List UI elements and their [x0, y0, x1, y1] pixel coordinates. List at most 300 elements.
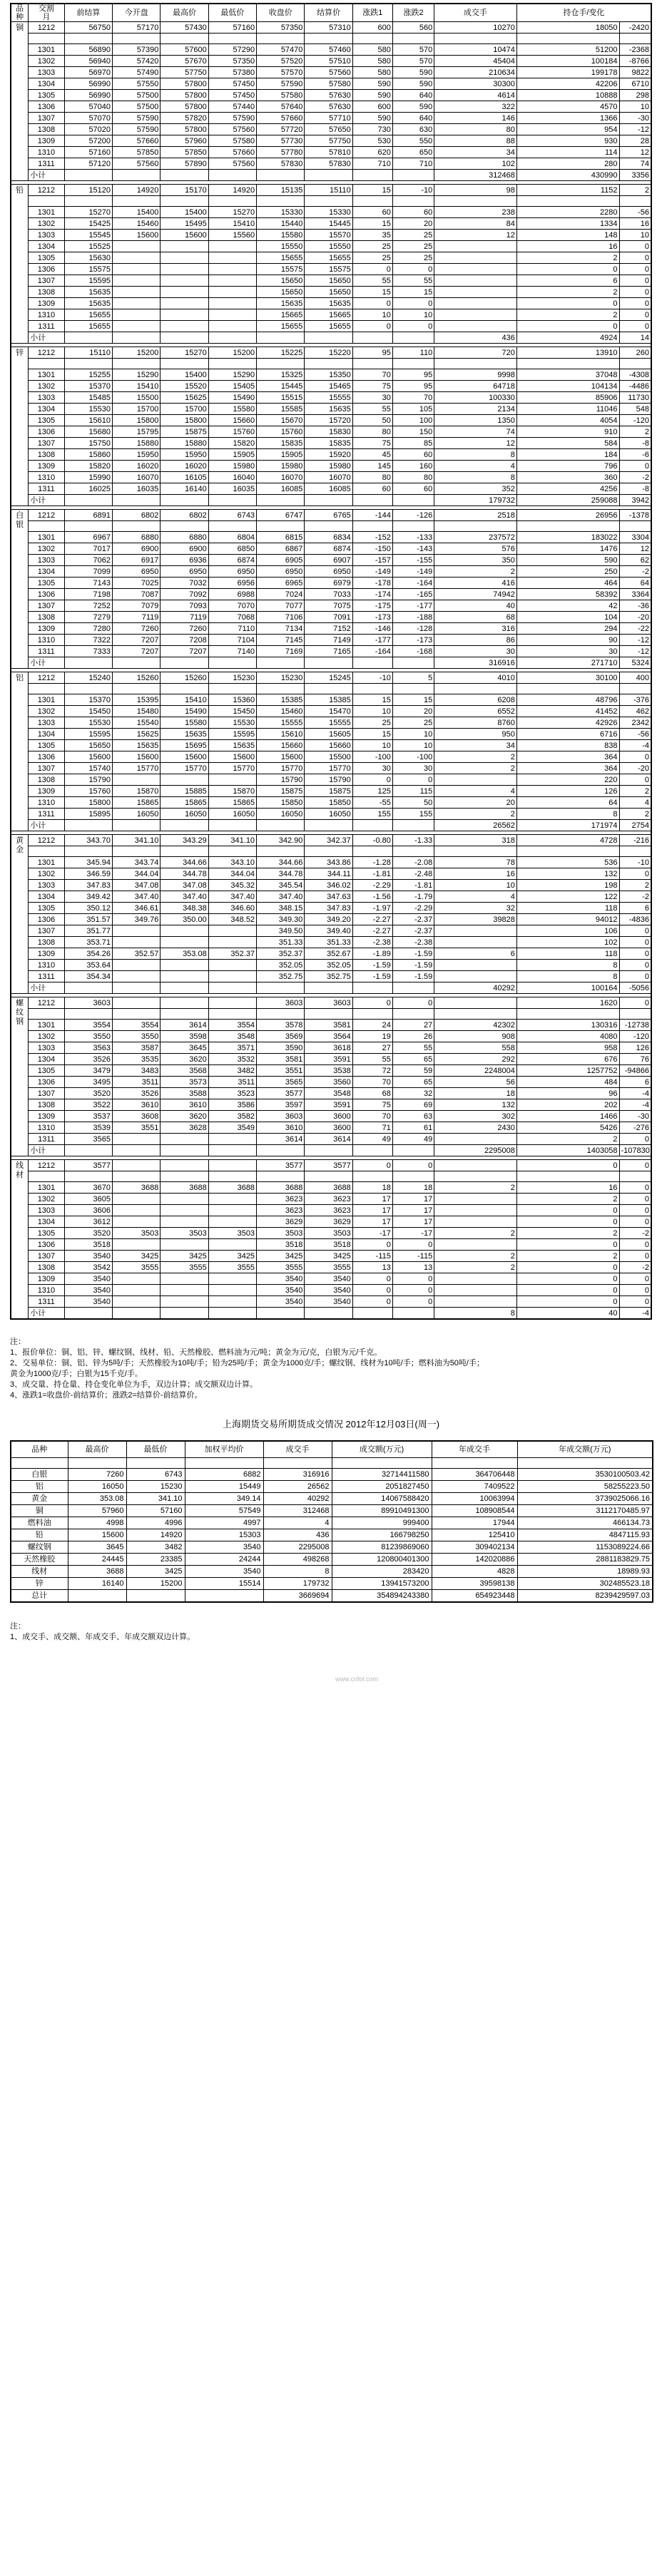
- table-row: [11, 1239, 651, 1251]
- summary-cell: 4998: [68, 1517, 126, 1529]
- table-cell: [434, 1216, 517, 1228]
- table-cell: 155: [392, 809, 434, 820]
- table-cell: [64, 657, 112, 669]
- col-header-month: 交割 月: [29, 4, 65, 22]
- table-cell: -178: [352, 578, 392, 589]
- spacer-cell: [619, 359, 651, 369]
- table-row: [11, 135, 651, 147]
- table-cell: 15425: [64, 218, 112, 230]
- table-row: [11, 1088, 651, 1099]
- table-cell: 318: [434, 835, 517, 846]
- table-cell: 1311: [29, 321, 65, 332]
- table-cell: 15600: [64, 751, 112, 763]
- table-cell: [161, 982, 208, 994]
- table-cell: 3425: [208, 1251, 256, 1262]
- table-cell: 1310: [29, 635, 65, 646]
- col-header-open: 今开盘: [113, 4, 161, 22]
- table-cell: -10: [392, 185, 434, 196]
- table-cell: 15370: [64, 381, 112, 392]
- table-cell: 15635: [305, 298, 352, 309]
- table-row: [11, 914, 651, 925]
- table-cell: 15670: [257, 415, 305, 426]
- table-cell: 1304: [29, 891, 65, 903]
- table-cell: [113, 1296, 161, 1308]
- table-cell: 6905: [257, 555, 305, 566]
- table-cell: 3571: [208, 1042, 256, 1054]
- table-cell: [434, 252, 517, 264]
- table-cell: 590: [392, 78, 434, 90]
- table-cell: 3520: [64, 1088, 112, 1099]
- table-cell: 3606: [64, 1205, 112, 1216]
- table-row: [11, 903, 651, 914]
- table-cell: [305, 820, 352, 831]
- table-cell: [352, 1308, 392, 1320]
- table-cell: 7104: [208, 635, 256, 646]
- spacer-cell: [29, 1171, 65, 1182]
- table-cell: [161, 1205, 208, 1216]
- table-cell: 10270: [434, 22, 517, 34]
- spacer-cell: [257, 1171, 305, 1182]
- table-cell: 56890: [64, 44, 112, 56]
- table-cell: 3538: [305, 1065, 352, 1077]
- table-cell: 345.94: [64, 857, 112, 868]
- table-cell: 3540: [257, 1273, 305, 1285]
- table-cell: 96: [516, 1088, 619, 1099]
- table-cell: -164: [352, 646, 392, 657]
- table-cell: 351.33: [257, 937, 305, 948]
- summary-cell: 364706448: [432, 1469, 517, 1481]
- table-cell: 3614: [161, 1020, 208, 1031]
- table-cell: 17: [352, 1205, 392, 1216]
- spacer-cell: [352, 1009, 392, 1020]
- table-cell: [434, 309, 517, 321]
- table-cell: 1308: [29, 774, 65, 786]
- table-cell: [434, 1160, 517, 1171]
- table-cell: 1310: [29, 147, 65, 158]
- table-cell: 198: [516, 880, 619, 891]
- table-cell: [161, 937, 208, 948]
- table-cell: 74: [619, 158, 651, 170]
- table-row: [11, 426, 651, 438]
- table-cell: [161, 1160, 208, 1171]
- table-cell: 57440: [208, 101, 256, 113]
- table-cell: [434, 1194, 517, 1205]
- table-cell: [113, 495, 161, 506]
- table-cell: -2: [619, 566, 651, 578]
- table-cell: 6956: [208, 578, 256, 589]
- summary-header-row: [11, 1441, 653, 1458]
- product-name-char: 材: [16, 1171, 24, 1179]
- spacer-cell: [305, 684, 352, 694]
- table-cell: 10: [392, 309, 434, 321]
- table-cell: 57590: [257, 78, 305, 90]
- table-cell: 15465: [305, 381, 352, 392]
- table-cell: 347.40: [113, 891, 161, 903]
- table-cell: 15520: [161, 381, 208, 392]
- table-cell: 1212: [29, 347, 65, 359]
- table-cell: [352, 1145, 392, 1156]
- table-cell: 3522: [64, 1099, 112, 1111]
- table-cell: 0: [619, 751, 651, 763]
- table-cell: -1.59: [392, 971, 434, 982]
- table-cell: -1.81: [352, 868, 392, 880]
- table-cell: [113, 1285, 161, 1296]
- table-cell: 70: [352, 1077, 392, 1088]
- table-cell: 12: [434, 438, 517, 449]
- table-cell: -10: [619, 857, 651, 868]
- table-cell: 354.26: [64, 948, 112, 960]
- table-cell: [305, 1308, 352, 1320]
- table-cell: 30: [516, 646, 619, 657]
- table-cell: 86: [434, 635, 517, 646]
- subtotal-change: 2754: [619, 820, 651, 831]
- table-cell: 15860: [64, 449, 112, 461]
- table-cell: 15875: [305, 786, 352, 797]
- subtotal-row: [11, 657, 651, 669]
- table-cell: [392, 1308, 434, 1320]
- table-cell: -36: [619, 600, 651, 612]
- table-cell: 350: [434, 555, 517, 566]
- table-cell: 35: [352, 230, 392, 241]
- subtotal-row: [11, 170, 651, 181]
- summary-cell: 14067588420: [332, 1493, 432, 1505]
- table-cell: [434, 997, 517, 1009]
- table-cell: [208, 1160, 256, 1171]
- table-cell: 1306: [29, 264, 65, 275]
- subtotal-change: 3942: [619, 495, 651, 506]
- table-cell: 57590: [113, 113, 161, 124]
- table-cell: 346.60: [208, 903, 256, 914]
- table-cell: 15760: [208, 426, 256, 438]
- table-cell: 3623: [257, 1205, 305, 1216]
- table-cell: 57500: [113, 101, 161, 113]
- table-cell: 3587: [113, 1042, 161, 1054]
- table-cell: 15655: [257, 321, 305, 332]
- table-cell: 15400: [161, 369, 208, 381]
- table-cell: [352, 820, 392, 831]
- spacer-cell: [208, 1171, 256, 1182]
- table-cell: 352.05: [257, 960, 305, 971]
- table-cell: 15630: [64, 252, 112, 264]
- table-cell: 3628: [161, 1122, 208, 1134]
- summary-cell: 铅: [11, 1529, 68, 1541]
- summary-cell: 10063994: [432, 1493, 517, 1505]
- table-row: [11, 218, 651, 230]
- table-cell: 7143: [64, 578, 112, 589]
- table-cell: 600: [352, 22, 392, 34]
- subtotal-row: [11, 1308, 651, 1320]
- table-cell: 4256: [516, 483, 619, 495]
- table-row: [11, 1296, 651, 1308]
- table-cell: 292: [434, 1054, 517, 1065]
- table-cell: 57490: [113, 67, 161, 78]
- summary-row: [11, 1529, 653, 1541]
- spacer-cell: [516, 684, 619, 694]
- table-cell: -1.59: [392, 948, 434, 960]
- table-cell: [161, 252, 208, 264]
- table-cell: 85906: [516, 392, 619, 404]
- table-cell: [161, 971, 208, 982]
- table-cell: 57560: [208, 124, 256, 135]
- table-cell: 15770: [113, 763, 161, 774]
- table-cell: [208, 1239, 256, 1251]
- table-cell: 15480: [113, 706, 161, 717]
- table-cell: 15635: [64, 298, 112, 309]
- table-cell: 0: [392, 774, 434, 786]
- table-cell: 57310: [305, 22, 352, 34]
- table-cell: 106: [516, 925, 619, 937]
- table-cell: 18050: [516, 22, 619, 34]
- table-cell: 3591: [305, 1099, 352, 1111]
- table-cell: 15655: [64, 309, 112, 321]
- table-cell: 32: [392, 1088, 434, 1099]
- table-cell: 15635: [305, 404, 352, 415]
- spacer-row: [11, 34, 651, 44]
- table-cell: 3605: [64, 1194, 112, 1205]
- table-cell: 3548: [208, 1031, 256, 1042]
- summary-cell: 15200: [126, 1578, 185, 1590]
- spacer-cell: [64, 846, 112, 857]
- product-name-char: 螺: [16, 999, 24, 1007]
- table-cell: 9998: [434, 369, 517, 381]
- table-cell: [161, 495, 208, 506]
- table-cell: 3540: [64, 1285, 112, 1296]
- summary-cell: 锌: [11, 1578, 68, 1590]
- table-cell: 7062: [64, 555, 112, 566]
- table-cell: 57650: [305, 124, 352, 135]
- table-cell: 57580: [257, 90, 305, 101]
- table-row: [11, 483, 651, 495]
- table-cell: 15: [352, 694, 392, 706]
- table-cell: 16050: [113, 809, 161, 820]
- table-row: [11, 868, 651, 880]
- summary-cell: 999400: [332, 1517, 432, 1529]
- table-cell: 352: [434, 483, 517, 495]
- table-cell: 6716: [516, 729, 619, 740]
- table-cell: 15800: [64, 797, 112, 809]
- spacer-cell: [392, 1009, 434, 1020]
- table-row: [11, 1031, 651, 1042]
- table-cell: 7279: [64, 612, 112, 623]
- table-cell: 57800: [161, 78, 208, 90]
- table-cell: 57460: [305, 44, 352, 56]
- table-cell: -143: [392, 543, 434, 555]
- table-cell: 146: [434, 113, 517, 124]
- table-cell: 3518: [64, 1239, 112, 1251]
- spacer-cell: [11, 1458, 68, 1469]
- table-cell: 15650: [305, 275, 352, 287]
- table-cell: 1305: [29, 578, 65, 589]
- table-cell: 0: [619, 1194, 651, 1205]
- table-cell: 60: [352, 483, 392, 495]
- table-cell: -2420: [619, 22, 651, 34]
- table-cell: 15880: [161, 438, 208, 449]
- table-cell: 15595: [208, 729, 256, 740]
- table-cell: 3511: [208, 1077, 256, 1088]
- table-cell: 1301: [29, 532, 65, 543]
- table-cell: 16050: [208, 809, 256, 820]
- summary-cell: 24244: [185, 1554, 263, 1566]
- table-cell: -2.48: [392, 868, 434, 880]
- table-cell: 3688: [161, 1182, 208, 1194]
- table-cell: 15550: [305, 241, 352, 252]
- spacer-cell: [392, 196, 434, 207]
- note-line: 注：: [10, 1622, 26, 1631]
- table-cell: [161, 960, 208, 971]
- table-cell: 19: [352, 1031, 392, 1042]
- summary-cell: 16140: [68, 1578, 126, 1590]
- table-cell: 6907: [305, 555, 352, 566]
- table-cell: 3588: [161, 1088, 208, 1099]
- table-cell: 3555: [208, 1262, 256, 1273]
- table-cell: 1301: [29, 369, 65, 381]
- product-name-cell: [11, 347, 29, 506]
- table-cell: 7075: [305, 600, 352, 612]
- table-cell: 15790: [305, 774, 352, 786]
- table-cell: 1303: [29, 67, 65, 78]
- subtotal-volume: 40292: [434, 982, 517, 994]
- table-cell: 7208: [161, 635, 208, 646]
- table-cell: 15980: [305, 461, 352, 472]
- table-cell: 0: [352, 321, 392, 332]
- table-cell: 104134: [516, 381, 619, 392]
- table-cell: 15865: [161, 797, 208, 809]
- table-cell: 3629: [257, 1216, 305, 1228]
- spacer-cell: [434, 34, 517, 44]
- table-cell: 0: [619, 1239, 651, 1251]
- summary-table: [10, 1440, 653, 1603]
- table-cell: 84: [434, 218, 517, 230]
- table-cell: 75: [352, 1099, 392, 1111]
- table-cell: -12: [619, 646, 651, 657]
- table-cell: 3551: [257, 1065, 305, 1077]
- table-cell: [161, 1239, 208, 1251]
- table-cell: 1306: [29, 589, 65, 600]
- table-cell: 3603: [257, 997, 305, 1009]
- table-cell: 347.08: [161, 880, 208, 891]
- table-cell: [352, 495, 392, 506]
- col-header-change2: 涨跌2: [392, 4, 434, 22]
- table-cell: [113, 971, 161, 982]
- table-cell: 15: [392, 694, 434, 706]
- note-line: 黄金为1000克/手；白银为15千克/手。: [10, 1370, 143, 1378]
- table-cell: 2342: [619, 717, 651, 729]
- spacer-cell: [161, 846, 208, 857]
- table-cell: 15655: [257, 252, 305, 264]
- table-cell: 3581: [305, 1020, 352, 1031]
- table-cell: -1.59: [392, 960, 434, 971]
- table-cell: 57390: [113, 44, 161, 56]
- spacer-cell: [29, 521, 65, 532]
- table-cell: [208, 309, 256, 321]
- table-cell: 55: [352, 404, 392, 415]
- product-name-char: 纹: [16, 1008, 24, 1017]
- table-row: [11, 717, 651, 729]
- summary-row: [11, 1566, 653, 1578]
- table-cell: 7169: [257, 646, 305, 657]
- table-cell: [113, 298, 161, 309]
- table-cell: 42926: [516, 717, 619, 729]
- summary-cell: 1153089224.66: [517, 1541, 653, 1554]
- table-cell: 15110: [305, 185, 352, 196]
- table-cell: 3540: [305, 1296, 352, 1308]
- table-cell: 1366: [516, 113, 619, 124]
- table-row: [11, 694, 651, 706]
- table-row: [11, 147, 651, 158]
- table-cell: -4486: [619, 381, 651, 392]
- table-cell: 1303: [29, 1205, 65, 1216]
- spacer-cell: [517, 1458, 653, 1469]
- table-row: [11, 532, 651, 543]
- table-cell: 0: [352, 774, 392, 786]
- table-cell: 3535: [113, 1054, 161, 1065]
- table-cell: [257, 820, 305, 831]
- summary-cell: 89910491300: [332, 1505, 432, 1517]
- table-cell: 57780: [257, 147, 305, 158]
- table-cell: 0: [619, 1296, 651, 1308]
- table-cell: 0: [516, 1216, 619, 1228]
- table-cell: 3503: [305, 1228, 352, 1239]
- table-cell: 1304: [29, 1216, 65, 1228]
- table-cell: [113, 264, 161, 275]
- table-cell: 0: [516, 1239, 619, 1251]
- table-cell: [352, 657, 392, 669]
- table-cell: -1.79: [392, 891, 434, 903]
- table-cell: [113, 1308, 161, 1320]
- table-cell: 351.57: [64, 914, 112, 925]
- table-cell: 347.83: [64, 880, 112, 891]
- table-cell: 7207: [113, 646, 161, 657]
- table-cell: 237572: [434, 532, 517, 543]
- table-cell: [434, 321, 517, 332]
- table-cell: 1302: [29, 706, 65, 717]
- table-cell: 0: [392, 298, 434, 309]
- table-cell: 3550: [113, 1031, 161, 1042]
- table-cell: [113, 774, 161, 786]
- table-cell: 342.90: [257, 835, 305, 846]
- table-cell: 59: [392, 1065, 434, 1077]
- subtotal-label: 小计: [29, 657, 65, 669]
- spacer-row: [11, 1458, 653, 1469]
- table-cell: 1304: [29, 729, 65, 740]
- table-cell: 3518: [305, 1239, 352, 1251]
- table-row: [11, 392, 651, 404]
- table-row: [11, 101, 651, 113]
- table-cell: [113, 309, 161, 321]
- table-cell: 416: [434, 578, 517, 589]
- table-cell: 3560: [305, 1077, 352, 1088]
- summary-cell: 8239429597.03: [517, 1590, 653, 1603]
- table-cell: [257, 495, 305, 506]
- table-cell: 0: [352, 1273, 392, 1285]
- subtotal-change: 5324: [619, 657, 651, 669]
- table-cell: 15990: [64, 472, 112, 483]
- table-cell: 3600: [305, 1122, 352, 1134]
- table-cell: 57660: [113, 135, 161, 147]
- table-cell: 3503: [161, 1228, 208, 1239]
- summary-cell: 142020886: [432, 1554, 517, 1566]
- table-cell: 3511: [113, 1077, 161, 1088]
- table-cell: 210634: [434, 67, 517, 78]
- table-row: [11, 751, 651, 763]
- table-cell: 349.20: [305, 914, 352, 925]
- table-cell: 580: [352, 67, 392, 78]
- summary-cell: 铜: [11, 1505, 68, 1517]
- spacer-cell: [619, 521, 651, 532]
- table-cell: 57590: [208, 113, 256, 124]
- table-cell: -4836: [619, 914, 651, 925]
- table-cell: 126: [516, 786, 619, 797]
